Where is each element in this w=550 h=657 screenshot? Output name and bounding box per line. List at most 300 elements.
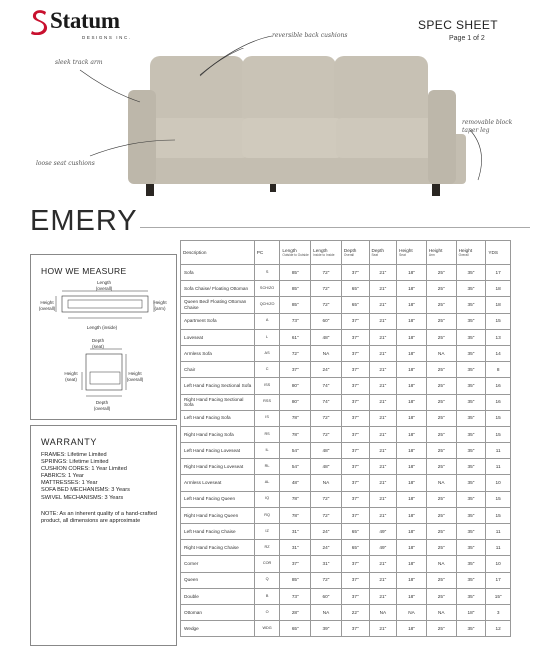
cell-value: 25" bbox=[426, 410, 456, 426]
cell-value: 15 bbox=[486, 491, 511, 507]
cell-value: 25" bbox=[426, 621, 456, 637]
cell-value: 18" bbox=[397, 426, 427, 442]
cell-value: 54" bbox=[280, 443, 311, 459]
measure-diagram bbox=[30, 254, 177, 420]
cell-value: 37" bbox=[341, 459, 369, 475]
cell-value: 25" bbox=[426, 459, 456, 475]
cell-value: 35" bbox=[456, 540, 486, 556]
cell-value: 18" bbox=[397, 313, 427, 329]
cell-value: 35" bbox=[456, 524, 486, 540]
cell-value: 37" bbox=[341, 362, 369, 378]
annotation-back-cushions: reversible back cushions bbox=[272, 32, 348, 39]
cell-value: 21" bbox=[369, 313, 397, 329]
cell-value: 37" bbox=[280, 362, 311, 378]
cell-value: 25" bbox=[426, 491, 456, 507]
cell-value: 28" bbox=[280, 604, 311, 620]
cell-value: 48" bbox=[311, 329, 342, 345]
column-header-label: Description bbox=[183, 249, 207, 255]
cell-value: 18" bbox=[397, 491, 427, 507]
cell-value: 35" bbox=[456, 475, 486, 491]
annotation-track-arm: sleek track arm bbox=[55, 59, 103, 66]
cell-value: 3 bbox=[486, 604, 511, 620]
table-row bbox=[181, 426, 511, 442]
spec-sheet-title: SPEC SHEET bbox=[418, 18, 499, 32]
cell-value: 18" bbox=[397, 540, 427, 556]
cell-value: 18" bbox=[397, 621, 427, 637]
title-divider bbox=[140, 227, 530, 228]
cell-value: 72" bbox=[311, 410, 342, 426]
cell-value: 49" bbox=[369, 524, 397, 540]
cell-pc-code: AS bbox=[254, 345, 280, 361]
cell-value: 25" bbox=[426, 362, 456, 378]
cell-value: 85" bbox=[280, 265, 311, 281]
cell-value: 25" bbox=[426, 297, 456, 313]
column-header bbox=[254, 241, 280, 265]
warranty-item: SWIVEL MECHANISMS: 3 Years bbox=[41, 494, 124, 501]
cell-value: 35" bbox=[456, 621, 486, 637]
column-header-label: PC bbox=[256, 249, 264, 255]
cell-value: 37" bbox=[341, 621, 369, 637]
cell-description: Armless Loveseat bbox=[181, 475, 255, 491]
cell-pc-code: RSS bbox=[254, 394, 280, 410]
cell-value: 35" bbox=[456, 443, 486, 459]
cell-description: Sofa Chaise/ Floating Ottoman bbox=[181, 281, 255, 297]
cell-value: 18" bbox=[456, 604, 486, 620]
cell-pc-code: RQ bbox=[254, 507, 280, 523]
cell-value: 80" bbox=[280, 394, 311, 410]
cell-pc-code: SCH/ZO bbox=[254, 281, 280, 297]
table-row bbox=[181, 588, 511, 604]
column-header bbox=[426, 241, 456, 265]
cell-value: 85" bbox=[280, 281, 311, 297]
cell-value: 21" bbox=[369, 475, 397, 491]
cell-value: 25" bbox=[426, 265, 456, 281]
cell-description: Left Hand Facing Chaise bbox=[181, 524, 255, 540]
cell-pc-code: ISS bbox=[254, 378, 280, 394]
cell-value: 13 bbox=[486, 329, 511, 345]
cell-pc-code: IZ bbox=[254, 524, 280, 540]
cell-value: 25" bbox=[426, 378, 456, 394]
cell-value: 21" bbox=[369, 588, 397, 604]
cell-pc-code: AL bbox=[254, 475, 280, 491]
cell-value: 78" bbox=[280, 426, 311, 442]
cell-description: Apartment Sofa bbox=[181, 313, 255, 329]
cell-description: Right Hand Facing Sectional Sofa bbox=[181, 394, 255, 410]
cell-value: 18" bbox=[397, 345, 427, 361]
cell-value: 35" bbox=[456, 329, 486, 345]
table-row bbox=[181, 507, 511, 523]
cell-description: Chair bbox=[181, 362, 255, 378]
annotation-seat-cushions: loose seat cushions bbox=[36, 160, 95, 167]
cell-description: Loveseat bbox=[181, 329, 255, 345]
column-header bbox=[280, 241, 311, 265]
cell-value: 37" bbox=[341, 345, 369, 361]
cell-value: 11 bbox=[486, 524, 511, 540]
cell-value: NA bbox=[397, 604, 427, 620]
cell-value: 37" bbox=[341, 313, 369, 329]
cell-value: 15" bbox=[486, 588, 511, 604]
cell-value: 25" bbox=[426, 572, 456, 588]
cell-value: 35" bbox=[456, 378, 486, 394]
cell-value: 18" bbox=[397, 265, 427, 281]
cell-value: 25" bbox=[426, 507, 456, 523]
column-header bbox=[456, 241, 486, 265]
cell-value: 18" bbox=[397, 443, 427, 459]
cell-value: 37" bbox=[341, 572, 369, 588]
column-header-sub: Outside to Outside bbox=[282, 253, 309, 258]
cell-value: 31" bbox=[311, 556, 342, 572]
cell-value: 11 bbox=[486, 443, 511, 459]
cell-value: 37" bbox=[341, 491, 369, 507]
cell-value: 25" bbox=[426, 281, 456, 297]
cell-value: NA bbox=[426, 345, 456, 361]
cell-value: NA bbox=[426, 604, 456, 620]
cell-value: 37" bbox=[341, 588, 369, 604]
cell-value: 18" bbox=[397, 281, 427, 297]
cell-value: NA bbox=[426, 556, 456, 572]
page-indicator: Page 1 of 2 bbox=[449, 35, 485, 42]
cell-pc-code: RZ bbox=[254, 540, 280, 556]
cell-value: 21" bbox=[369, 345, 397, 361]
cell-pc-code: QCH/ZO bbox=[254, 297, 280, 313]
cell-value: 16 bbox=[486, 394, 511, 410]
cell-value: 25" bbox=[426, 540, 456, 556]
cell-value: 24" bbox=[311, 540, 342, 556]
cell-pc-code: L bbox=[254, 329, 280, 345]
warranty-item: SPRINGS: Lifetime Limited bbox=[41, 459, 109, 466]
cell-value: 18" bbox=[397, 329, 427, 345]
cell-value: 37" bbox=[341, 378, 369, 394]
table-row bbox=[181, 265, 511, 281]
column-header-sub: Arm bbox=[428, 253, 435, 258]
cell-value: 65" bbox=[341, 297, 369, 313]
cell-value: 14 bbox=[486, 345, 511, 361]
table-row bbox=[181, 475, 511, 491]
cell-value: 21" bbox=[369, 491, 397, 507]
table-row bbox=[181, 362, 511, 378]
table-row bbox=[181, 443, 511, 459]
column-header bbox=[486, 241, 511, 265]
cell-value: 37" bbox=[341, 556, 369, 572]
cell-value: 37" bbox=[341, 265, 369, 281]
cell-pc-code: IS bbox=[254, 410, 280, 426]
table-row bbox=[181, 459, 511, 475]
table-row bbox=[181, 394, 511, 410]
cell-pc-code: A bbox=[254, 313, 280, 329]
cell-value: 35" bbox=[456, 345, 486, 361]
cell-value: 49" bbox=[369, 540, 397, 556]
cell-value: 25" bbox=[426, 313, 456, 329]
cell-description: Corner bbox=[181, 556, 255, 572]
column-header-label: Height bbox=[399, 247, 413, 253]
label-depth-seat: Depth (seat) bbox=[91, 338, 105, 349]
cell-value: 72" bbox=[311, 572, 342, 588]
cell-value: 72" bbox=[311, 507, 342, 523]
cell-value: 18" bbox=[397, 297, 427, 313]
cell-value: 48" bbox=[311, 443, 342, 459]
table-row bbox=[181, 345, 511, 361]
cell-value: 35" bbox=[456, 426, 486, 442]
cell-value: 35" bbox=[456, 507, 486, 523]
cell-value: 48" bbox=[311, 459, 342, 475]
cell-pc-code: COR bbox=[254, 556, 280, 572]
cell-value: 72" bbox=[280, 345, 311, 361]
cell-description: Queen Bed/ Floating Ottoman Chaise bbox=[181, 297, 255, 313]
table-body bbox=[181, 265, 511, 637]
cell-value: 24" bbox=[311, 524, 342, 540]
cell-value: 17 bbox=[486, 572, 511, 588]
cell-value: 15 bbox=[486, 410, 511, 426]
cell-value: 25" bbox=[426, 524, 456, 540]
cell-description: Armless Sofa bbox=[181, 345, 255, 361]
cell-value: 21" bbox=[369, 281, 397, 297]
cell-value: 35" bbox=[456, 572, 486, 588]
cell-value: 15 bbox=[486, 507, 511, 523]
cell-value: NA bbox=[311, 345, 342, 361]
table-row bbox=[181, 524, 511, 540]
cell-value: 15 bbox=[486, 426, 511, 442]
cell-value: 73" bbox=[280, 313, 311, 329]
cell-pc-code: S bbox=[254, 265, 280, 281]
column-header-sub: Overall bbox=[343, 253, 354, 258]
cell-value: 21" bbox=[369, 459, 397, 475]
cell-value: 65" bbox=[341, 540, 369, 556]
table-row bbox=[181, 410, 511, 426]
cell-value: NA bbox=[311, 604, 342, 620]
warranty-list bbox=[41, 452, 130, 502]
cell-description: Left Hand Facing Queen bbox=[181, 491, 255, 507]
cell-description: Wedge bbox=[181, 621, 255, 637]
table-row bbox=[181, 604, 511, 620]
cell-value: 73" bbox=[280, 588, 311, 604]
cell-value: 18" bbox=[397, 362, 427, 378]
cell-value: 35" bbox=[456, 265, 486, 281]
cell-value: 65" bbox=[341, 281, 369, 297]
label-height-seat: Height (seat) bbox=[64, 371, 78, 382]
label-height-arm: Height (arm) bbox=[153, 300, 167, 311]
column-header-sub: Overall bbox=[458, 253, 469, 258]
cell-value: 22" bbox=[341, 604, 369, 620]
annotation-block-leg: removable block taper leg bbox=[462, 119, 513, 134]
cell-value: 37" bbox=[341, 475, 369, 491]
cell-value: 17 bbox=[486, 265, 511, 281]
cell-value: 18" bbox=[397, 410, 427, 426]
label-length-overall: Length (overall) bbox=[95, 280, 113, 291]
cell-value: 37" bbox=[341, 394, 369, 410]
cell-pc-code: O bbox=[254, 604, 280, 620]
cell-value: 21" bbox=[369, 265, 397, 281]
cell-value: 35" bbox=[456, 410, 486, 426]
cell-value: NA bbox=[426, 475, 456, 491]
cell-pc-code: Q bbox=[254, 572, 280, 588]
cell-value: 25" bbox=[426, 443, 456, 459]
cell-value: 35" bbox=[456, 491, 486, 507]
cell-value: 35" bbox=[456, 281, 486, 297]
cell-value: 18" bbox=[397, 556, 427, 572]
column-header-label: YDS bbox=[488, 249, 498, 255]
cell-pc-code: RS bbox=[254, 426, 280, 442]
cell-value: 21" bbox=[369, 394, 397, 410]
cell-value: 61" bbox=[280, 329, 311, 345]
cell-value: 21" bbox=[369, 426, 397, 442]
cell-value: 80" bbox=[280, 378, 311, 394]
table-row bbox=[181, 556, 511, 572]
cell-description: Left Hand Facing Sofa bbox=[181, 410, 255, 426]
cell-value: 25" bbox=[426, 394, 456, 410]
cell-value: 18" bbox=[397, 394, 427, 410]
cell-description: Double bbox=[181, 588, 255, 604]
cell-value: 21" bbox=[369, 378, 397, 394]
label-length-inside: Length (inside) bbox=[86, 325, 118, 330]
cell-value: 72" bbox=[311, 491, 342, 507]
cell-value: 60" bbox=[311, 588, 342, 604]
cell-value: 37" bbox=[341, 507, 369, 523]
cell-value: 37" bbox=[280, 556, 311, 572]
cell-value: 24" bbox=[311, 362, 342, 378]
cell-value: 18" bbox=[397, 572, 427, 588]
cell-pc-code: IQ bbox=[254, 491, 280, 507]
cell-value: 54" bbox=[280, 459, 311, 475]
cell-description: Right Hand Facing Sofa bbox=[181, 426, 255, 442]
cell-value: 21" bbox=[369, 572, 397, 588]
cell-value: 8 bbox=[486, 362, 511, 378]
cell-value: 18" bbox=[397, 459, 427, 475]
cell-value: 35" bbox=[456, 588, 486, 604]
cell-value: 31" bbox=[280, 524, 311, 540]
cell-value: 31" bbox=[280, 540, 311, 556]
cell-pc-code: IL bbox=[254, 443, 280, 459]
cell-value: 25" bbox=[426, 588, 456, 604]
cell-value: 48" bbox=[280, 475, 311, 491]
cell-value: 65" bbox=[280, 621, 311, 637]
cell-value: 72" bbox=[311, 426, 342, 442]
cell-value: 21" bbox=[369, 507, 397, 523]
cell-value: 10 bbox=[486, 556, 511, 572]
cell-value: 78" bbox=[280, 410, 311, 426]
cell-value: 35" bbox=[456, 362, 486, 378]
column-header-label: Length bbox=[313, 247, 328, 253]
column-header-label: Depth bbox=[371, 247, 385, 253]
column-header-label: Length bbox=[282, 247, 297, 253]
column-header bbox=[369, 241, 397, 265]
cell-value: 25" bbox=[426, 426, 456, 442]
cell-value: 18" bbox=[397, 475, 427, 491]
cell-value: 21" bbox=[369, 362, 397, 378]
cell-value: 37" bbox=[341, 329, 369, 345]
table-row bbox=[181, 378, 511, 394]
cell-value: 15 bbox=[486, 313, 511, 329]
brand-name: Statum bbox=[50, 8, 120, 33]
cell-value: 78" bbox=[280, 507, 311, 523]
cell-pc-code: C bbox=[254, 362, 280, 378]
column-header-label: Height bbox=[428, 247, 443, 253]
warranty-item: SOFA BED MECHANISMS: 3 Years bbox=[41, 487, 130, 494]
table-row bbox=[181, 572, 511, 588]
table-row bbox=[181, 491, 511, 507]
measure-title: HOW WE MEASURE bbox=[41, 266, 127, 276]
cell-value: 39" bbox=[311, 621, 342, 637]
cell-value: 35" bbox=[456, 459, 486, 475]
cell-value: 35" bbox=[456, 297, 486, 313]
cell-description: Right Hand Facing Loveseat bbox=[181, 459, 255, 475]
column-header bbox=[181, 241, 255, 265]
cell-description: Left Hand Facing Loveseat bbox=[181, 443, 255, 459]
cell-value: 18" bbox=[397, 524, 427, 540]
label-height-overall-side: Height (overall) bbox=[126, 371, 144, 382]
cell-value: 21" bbox=[369, 621, 397, 637]
cell-value: 18 bbox=[486, 281, 511, 297]
table-row bbox=[181, 540, 511, 556]
product-name: EMERY bbox=[30, 205, 138, 237]
cell-value: 60" bbox=[311, 313, 342, 329]
cell-value: 35" bbox=[456, 394, 486, 410]
cell-value: 35" bbox=[456, 313, 486, 329]
cell-value: 37" bbox=[341, 443, 369, 459]
cell-value: 16 bbox=[486, 378, 511, 394]
warranty-note: NOTE: As an inherent quality of a hand-crafted product, all dimensions are approximate bbox=[41, 511, 157, 525]
cell-value: 78" bbox=[280, 491, 311, 507]
cell-pc-code: WDG bbox=[254, 621, 280, 637]
column-header-sub: Inside to Inside bbox=[313, 253, 335, 258]
cell-value: NA bbox=[369, 604, 397, 620]
column-header-sub: Seat bbox=[371, 253, 379, 258]
column-header-sub: Seat bbox=[399, 253, 406, 258]
cell-value: 21" bbox=[369, 556, 397, 572]
cell-value: 18" bbox=[397, 588, 427, 604]
cell-value: 85" bbox=[280, 297, 311, 313]
warranty-item: MATTRESSES: 1 Year bbox=[41, 480, 98, 487]
cell-value: 21" bbox=[369, 329, 397, 345]
warranty-item: FABRICS: 1 Year bbox=[41, 473, 84, 480]
table-row bbox=[181, 621, 511, 637]
cell-value: 37" bbox=[341, 426, 369, 442]
table-row bbox=[181, 329, 511, 345]
cell-value: 37" bbox=[341, 410, 369, 426]
cell-value: 72" bbox=[311, 297, 342, 313]
warranty-title: WARRANTY bbox=[41, 437, 97, 447]
column-header bbox=[341, 241, 369, 265]
cell-value: NA bbox=[311, 475, 342, 491]
label-depth-overall: Depth (overall) bbox=[93, 400, 111, 411]
cell-description: Ottoman bbox=[181, 604, 255, 620]
table-row bbox=[181, 281, 511, 297]
cell-value: 21" bbox=[369, 410, 397, 426]
column-header-label: Depth bbox=[343, 247, 357, 253]
cell-value: 18" bbox=[397, 507, 427, 523]
cell-value: 65" bbox=[341, 524, 369, 540]
cell-value: 25" bbox=[426, 329, 456, 345]
brand-subtitle: DESIGNS INC. bbox=[82, 35, 132, 40]
cell-value: 85" bbox=[280, 572, 311, 588]
cell-value: 74" bbox=[311, 378, 342, 394]
cell-pc-code: RL bbox=[254, 459, 280, 475]
cell-value: 21" bbox=[369, 297, 397, 313]
cell-value: 74" bbox=[311, 394, 342, 410]
cell-description: Left Hand Facing Sectional Sofa bbox=[181, 378, 255, 394]
cell-value: 18 bbox=[486, 297, 511, 313]
label-height-overall: Height (overall) bbox=[38, 300, 56, 311]
cell-value: 11 bbox=[486, 540, 511, 556]
table-row bbox=[181, 313, 511, 329]
table-row bbox=[181, 297, 511, 313]
column-header bbox=[311, 241, 342, 265]
cell-value: 72" bbox=[311, 281, 342, 297]
cell-value: 12 bbox=[486, 621, 511, 637]
cell-value: 10 bbox=[486, 475, 511, 491]
cell-value: 18" bbox=[397, 378, 427, 394]
column-header bbox=[397, 241, 427, 265]
cell-value: 11 bbox=[486, 459, 511, 475]
